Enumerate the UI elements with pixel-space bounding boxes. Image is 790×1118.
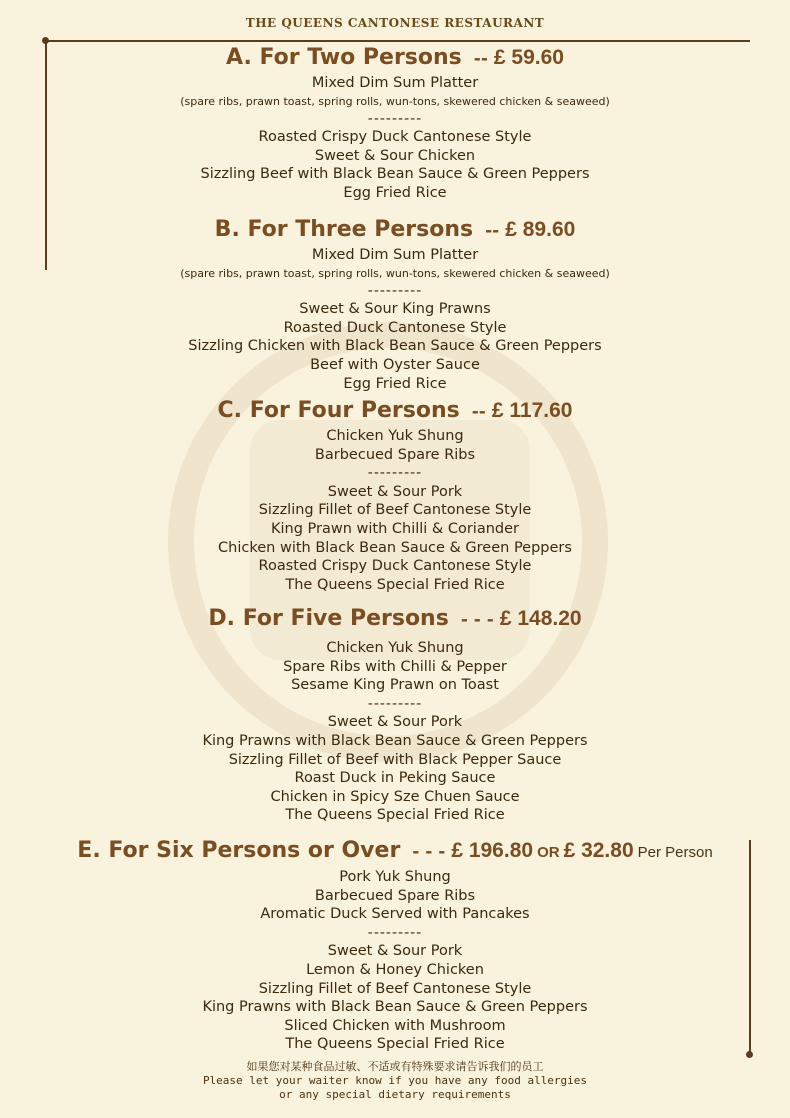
price-dash: --	[485, 221, 500, 241]
menu-item: Sizzling Fillet of Beef with Black Pepper Sauce	[228, 751, 562, 768]
menu-item: Lemon & Honey Chicken	[306, 961, 484, 978]
set-heading	[0, 396, 790, 427]
menu-item: Sizzling Beef with Black Bean Sauce & Green Peppers	[200, 166, 590, 183]
menu-item: Egg Fried Rice	[343, 184, 447, 201]
set-heading	[0, 604, 790, 635]
set-title: C. For Four Persons	[217, 398, 460, 423]
set-menu-e	[0, 836, 790, 1054]
separator: ---------	[367, 110, 423, 127]
menu-item: Chicken with Black Bean Sauce & Green Peppers	[218, 539, 572, 556]
set-heading	[0, 43, 790, 74]
menu-item: Chicken Yuk Shung	[326, 428, 464, 444]
menu-item: Roast Duck in Peking Sauce	[294, 770, 496, 787]
separator: ---------	[367, 695, 423, 712]
menu-item: Mixed Dim Sum Platter	[311, 75, 479, 91]
menu-item: Sizzling Fillet of Beef Cantonese Style	[258, 502, 532, 519]
price-dash: - - -	[460, 610, 494, 630]
platter-note: (spare ribs, prawn toast, spring rolls, wun-tons, skewered chicken & seaweed)	[180, 266, 610, 280]
set-title: E. For Six Persons or Over	[77, 838, 401, 863]
set-price: £ 59.60	[493, 46, 564, 69]
menu-item: Sliced Chicken with Mushroom	[284, 1017, 506, 1034]
menu-item: Sizzling Fillet of Beef Cantonese Style	[258, 980, 532, 997]
separator: ---------	[367, 465, 423, 482]
menu-item: Sweet & Sour Pork	[327, 483, 463, 500]
menu-item: The Queens Special Fried Rice	[285, 807, 505, 824]
menu-item: Roasted Duck Cantonese Style	[283, 319, 507, 336]
menu-item: Roasted Crispy Duck Cantonese Style	[258, 558, 532, 575]
menu-item: Sweet & Sour Pork	[327, 943, 463, 960]
per-person-price: £ 32.80	[563, 839, 634, 862]
per-person-label: Per Person	[637, 844, 713, 861]
set-price: £ 148.20	[499, 607, 582, 630]
menu-item: The Queens Special Fried Rice	[285, 1036, 505, 1053]
set-price: £ 89.60	[505, 218, 576, 241]
menu-item: Sesame King Prawn on Toast	[291, 677, 499, 694]
menu-item: Mixed Dim Sum Platter	[311, 247, 479, 263]
menu-item: Chicken in Spicy Sze Chuen Sauce	[270, 788, 520, 805]
set-price: £ 196.80	[451, 839, 534, 862]
price-dash: --	[471, 402, 486, 422]
price-dash: - - -	[412, 842, 446, 862]
menu-item: Sweet & Sour Pork	[327, 714, 463, 731]
menu-item: King Prawn with Chilli & Coriander	[270, 520, 519, 537]
allergy-notice-chinese: 如果您对某种食品过敏、不适或有特殊要求请告诉我们的员工	[246, 1060, 544, 1073]
frame-line-top	[45, 40, 750, 42]
set-heading	[0, 215, 790, 246]
allergy-notice-line-1: Please let your waiter know if you have any food allergies	[202, 1074, 588, 1087]
menu-item: Pork Yuk Shung	[339, 869, 451, 885]
set-menu-a	[0, 43, 790, 203]
menu-item: Barbecued Spare Ribs	[314, 887, 476, 904]
set-title: A. For Two Persons	[226, 45, 462, 70]
menu-item: Barbecued Spare Ribs	[314, 446, 476, 463]
platter-note: (spare ribs, prawn toast, spring rolls, wun-tons, skewered chicken & seaweed)	[180, 94, 610, 108]
menu-item: Sweet & Sour Chicken	[314, 147, 476, 164]
menu-item: Roasted Crispy Duck Cantonese Style	[258, 129, 532, 146]
set-heading	[0, 836, 790, 868]
menu-item: Sweet & Sour King Prawns	[299, 301, 491, 318]
menu-item: Egg Fried Rice	[343, 375, 447, 392]
menu-item: Spare Ribs with Chilli & Pepper	[283, 658, 507, 675]
menu-item: King Prawns with Black Bean Sauce & Green Peppers	[202, 732, 588, 749]
restaurant-name: THE QUEENS CANTONESE RESTAURANT	[245, 16, 545, 30]
menu-item: Beef with Oyster Sauce	[310, 356, 480, 373]
menu-item: The Queens Special Fried Rice	[285, 576, 505, 593]
menu-item: Sizzling Chicken with Black Bean Sauce & Green Peppers	[188, 338, 602, 355]
price-dash: --	[473, 49, 488, 69]
menu-item: Aromatic Duck Served with Pancakes	[260, 906, 530, 923]
separator: ---------	[367, 924, 423, 941]
allergy-notice-line-2: or any special dietary requirements	[279, 1088, 511, 1101]
menu-item: Chicken Yuk Shung	[326, 640, 464, 656]
menu-item: King Prawns with Black Bean Sauce & Green Peppers	[202, 999, 588, 1016]
set-title: B. For Three Persons	[214, 217, 474, 242]
set-menu-b	[0, 215, 790, 393]
set-menu-c	[0, 396, 790, 594]
allergy-notice	[0, 1060, 790, 1102]
separator: ---------	[367, 282, 423, 299]
set-price: £ 117.60	[491, 399, 573, 422]
price-or: OR	[537, 844, 560, 861]
set-menu-d	[0, 604, 790, 825]
set-title: D. For Five Persons	[208, 606, 449, 631]
